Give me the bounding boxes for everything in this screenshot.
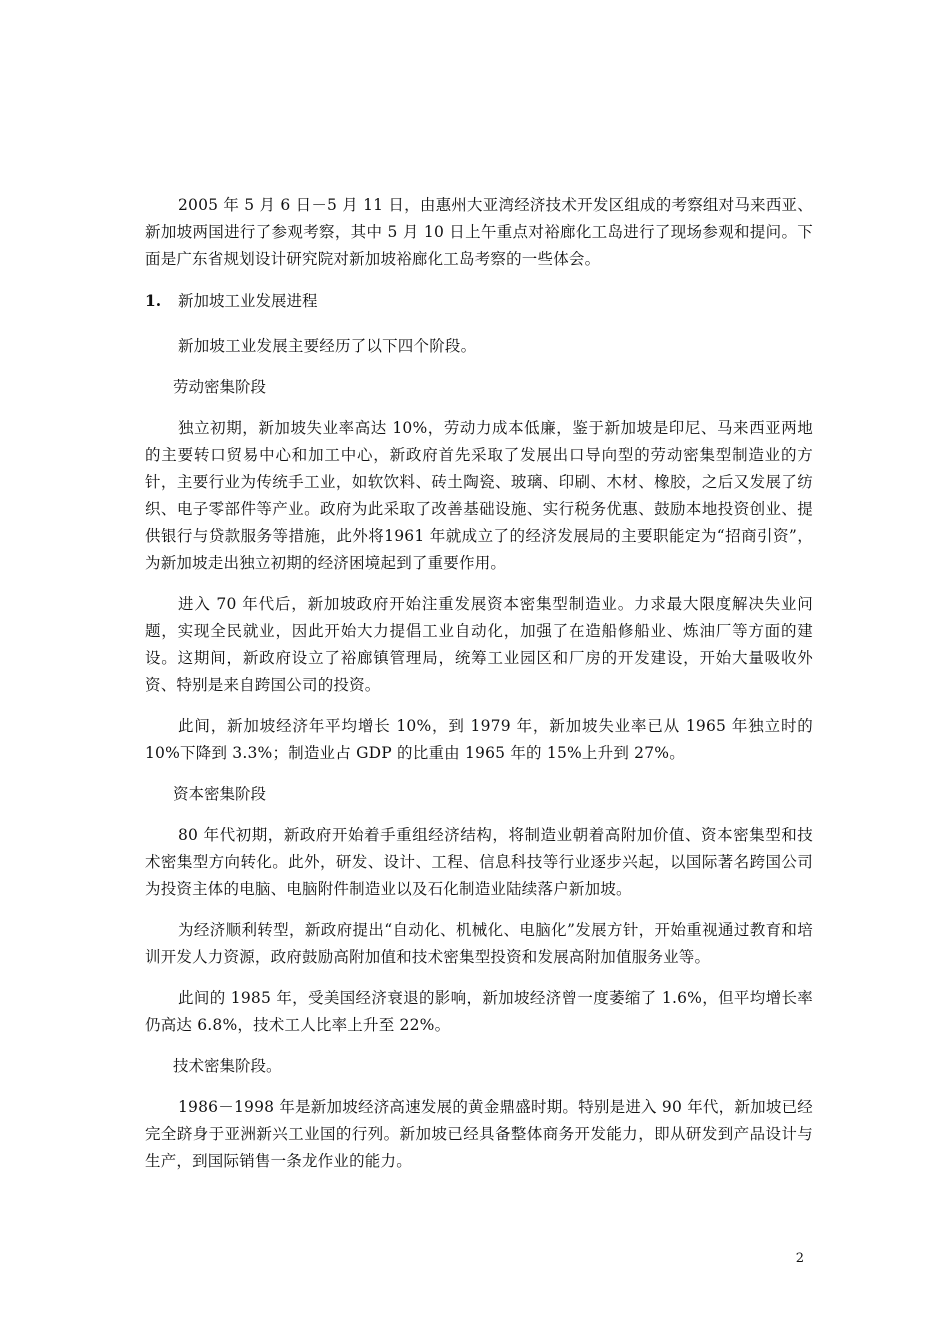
labor-paragraph-2: 进入 70 年代后，新加坡政府开始注重发展资本密集型制造业。力求最大限度解决失业问题，实现全民就业，因此开始大力提倡工业自动化，加强了在造船修船业、炼油厂等方面的建设。这期间，新政府设立了裕廊镇管理局，统筹工业园区和厂房的开发建设，开始大量吸收外资、特别是来自跨国公司的投资。 xyxy=(145,595,813,694)
document-body xyxy=(145,192,813,1189)
labor-paragraph-1: 独立初期，新加坡失业率高达 10%，劳动力成本低廉，鉴于新加坡是印尼、马来西亚两地的主要转口贸易中心和加工中心，新政府首先采取了发展出口导向型的劳动密集型制造业的方针，主要行业为传统手工业，如软饮料、砖土陶瓷、玻璃、印刷、木材、橡胶，之后又发展了纺织、电子零部件等产业。政府为此采取了改善基础设施、实行税务优惠、鼓励本地投资创业、提供银行与贷款服务等措施，此外将1961 年就成立了的经济发展局的主要职能定为“招商引资”，为新加坡走出独立初期的经济困境起到了重要作用。 xyxy=(145,419,813,572)
stage-title-capital: 资本密集阶段 xyxy=(173,785,267,803)
section-number: 1. xyxy=(145,291,162,310)
technology-paragraph-1: 1986－1998 年是新加坡经济高速发展的黄金鼎盛时期。特别是进入 90 年代，新加坡已经完全跻身于亚洲新兴工业国的行列。新加坡已经具备整体商务开发能力，即从研发到产品设计与生产，到国际销售一条龙作业的能力。 xyxy=(145,1098,813,1170)
capital-paragraph-2: 为经济顺利转型，新政府提出“自动化、机械化、电脑化”发展方针，开始重视通过教育和培训开发人力资源，政府鼓励高附加值和技术密集型投资和发展高附加值服务业等。 xyxy=(145,921,813,966)
section-heading xyxy=(145,287,813,315)
labor-paragraph-3: 此间，新加坡经济年平均增长 10%，到 1979 年，新加坡失业率已从 1965 年独立时的 10%下降到 3.3%；制造业占 GDP 的比重由 1965 年的 15%上升到 27%。 xyxy=(145,717,813,762)
page-number: 2 xyxy=(795,1251,804,1266)
capital-paragraph-1: 80 年代初期，新政府开始着手重组经济结构，将制造业朝着高附加价值、资本密集型和技术密集型方向转化。此外，研发、设计、工程、信息科技等行业逐步兴起，以国际著名跨国公司为投资主体的电脑、电脑附件制造业以及石化制造业陆续落户新加坡。 xyxy=(145,826,813,898)
capital-paragraph-3: 此间的 1985 年，受美国经济衰退的影响，新加坡经济曾一度萎缩了 1.6%，但平均增长率仍高达 6.8%，技术工人比率上升至 22%。 xyxy=(145,989,813,1034)
stage-title-labor: 劳动密集阶段 xyxy=(173,378,267,396)
section-title: 新加坡工业发展进程 xyxy=(178,292,318,310)
overview-paragraph: 新加坡工业发展主要经历了以下四个阶段。 xyxy=(178,337,477,355)
stage-title-technology: 技术密集阶段。 xyxy=(173,1057,282,1075)
intro-paragraph: 2005 年 5 月 6 日－5 月 11 日，由惠州大亚湾经济技术开发区组成的考察组对马来西亚、新加坡两国进行了参观考察，其中 5 月 10 日上午重点对裕廊化工岛进行了现场参观和提问。下面是广东省规划设计研究院对新加坡裕廊化工岛考察的一些体会。 xyxy=(145,196,813,268)
